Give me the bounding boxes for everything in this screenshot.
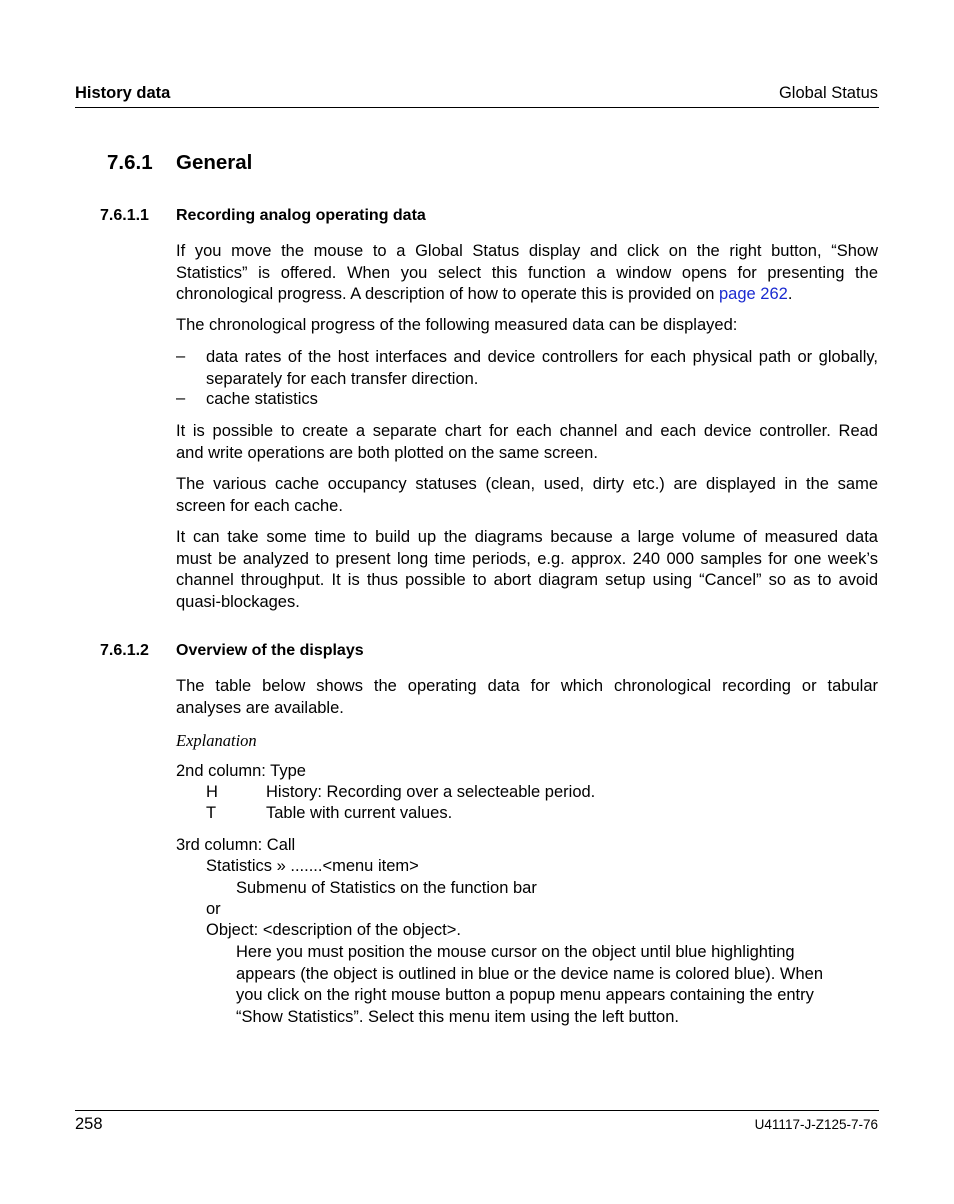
text-line: channel throughput. It is thus possible to abort diagram setup using “Cancel” so as to avoid xyxy=(176,571,878,589)
type-column-heading: 2nd column: Type xyxy=(176,762,306,780)
subsection-title: Recording analog operating data xyxy=(176,207,426,224)
paragraph-separate-chart xyxy=(176,421,878,464)
page-reference-link[interactable]: page 262 xyxy=(719,285,788,303)
text-fragment: chronological progress. A description of how to operate this is provided on xyxy=(176,285,719,303)
paragraph-build-time xyxy=(176,527,878,613)
header-rule xyxy=(75,107,879,108)
running-header-section: History data xyxy=(75,84,171,102)
text-line: and write operations are both plotted on the same screen. xyxy=(176,443,598,462)
text-line: appears (the object is outlined in blue or the device name is colored blue). When xyxy=(236,964,824,983)
text-line: Here you must position the mouse cursor on the object until blue highlighting xyxy=(236,943,795,961)
text-line: must be analyzed to present long time periods, e.g. approx. 240 000 samples for one week’s xyxy=(176,549,878,568)
text-line: analyses are available. xyxy=(176,698,344,717)
paragraph-measured-data-intro xyxy=(176,315,878,337)
page-number: 258 xyxy=(75,1115,103,1133)
call-object-desc xyxy=(236,942,876,1028)
footer-rule xyxy=(75,1110,879,1111)
section-number: 7.6.1 xyxy=(107,151,153,174)
call-submenu-desc: Submenu of Statistics on the function bar xyxy=(236,879,537,897)
list-item xyxy=(206,347,878,390)
type-key-h: H xyxy=(206,783,218,801)
text-line: “Show Statistics”. Select this menu item using the left button. xyxy=(236,1007,679,1026)
document-id: U41117-J-Z125-7-76 xyxy=(754,1117,878,1132)
text-line: screen for each cache. xyxy=(176,496,343,515)
text-line: If you move the mouse to a Global Status display and click on the right button, “Show xyxy=(176,242,878,260)
subsection-number: 7.6.1.1 xyxy=(100,207,149,224)
text-line: quasi-blockages. xyxy=(176,592,300,611)
text-line xyxy=(176,284,878,306)
type-key-t: T xyxy=(206,804,217,822)
explanation-label: Explanation xyxy=(176,731,257,750)
text-fragment: . xyxy=(787,285,793,303)
list-dash: – xyxy=(176,389,186,407)
text-line: data rates of the host interfaces and device controllers for each physical path or globally, xyxy=(206,348,878,366)
type-desc-t: Table with current values. xyxy=(266,804,453,822)
text-line: It is possible to create a separate chart for each channel and each device controller. Read xyxy=(176,422,878,440)
text-line: The table below shows the operating data for which chronological recording or tabular xyxy=(176,677,878,695)
text-line: you click on the right mouse button a popup menu appears containing the entry xyxy=(236,986,814,1004)
text-line: separately for each transfer direction. xyxy=(206,369,479,388)
subsection-number: 7.6.1.2 xyxy=(100,642,149,659)
text-line: cache statistics xyxy=(206,390,318,408)
running-header-chapter: Global Status xyxy=(778,84,878,102)
paragraph-overview-intro xyxy=(176,676,878,719)
call-object: Object: <description of the object>. xyxy=(206,921,461,939)
call-column-heading: 3rd column: Call xyxy=(176,836,296,854)
text-line: The chronological progress of the following measured data can be displayed: xyxy=(176,316,738,334)
text-line: The various cache occupancy statuses (clean, used, dirty etc.) are displayed in the same xyxy=(176,475,878,493)
call-or: or xyxy=(206,900,221,918)
section-title: General xyxy=(176,151,253,174)
paragraph-show-statistics xyxy=(176,241,878,306)
paragraph-cache-statuses xyxy=(176,474,878,517)
type-desc-h: History: Recording over a selecteable period. xyxy=(266,783,596,801)
list-dash: – xyxy=(176,347,186,365)
text-line: It can take some time to build up the diagrams because a large volume of measured data xyxy=(176,528,878,546)
call-statistics-menu: Statistics » .......<menu item> xyxy=(206,857,419,875)
subsection-title: Overview of the displays xyxy=(176,642,364,659)
text-line: Statistics” is offered. When you select this function a window opens for presenting the xyxy=(176,263,878,282)
list-item xyxy=(206,389,878,411)
